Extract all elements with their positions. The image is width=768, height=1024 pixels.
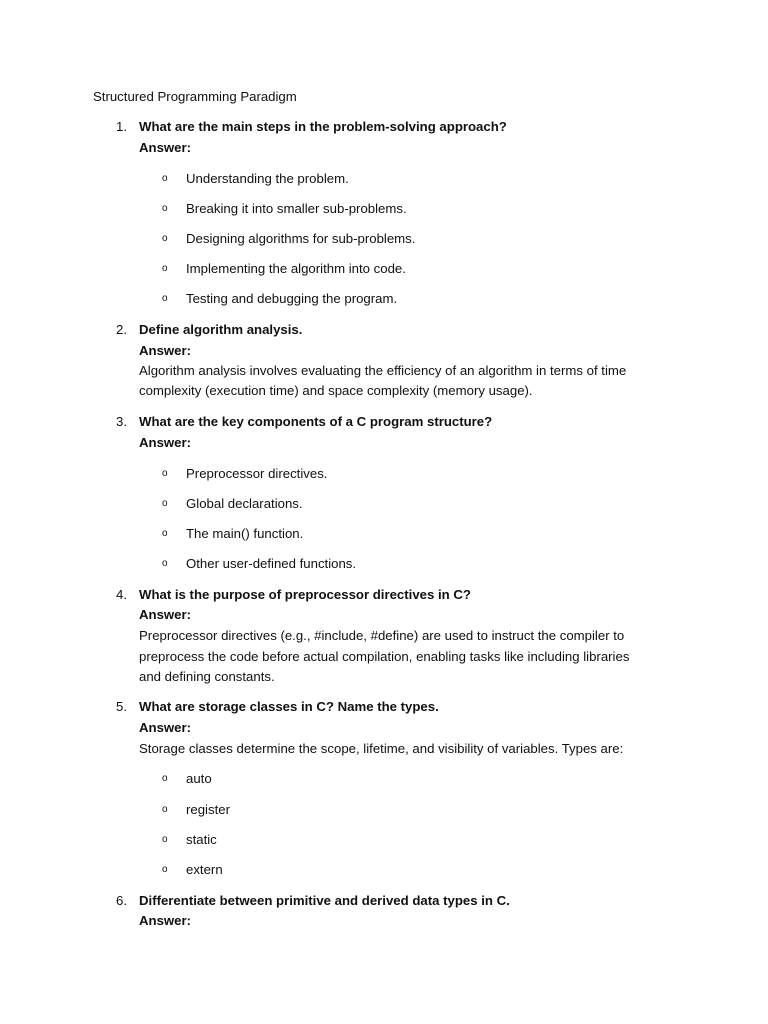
document-title: Structured Programming Paradigm	[93, 89, 297, 104]
q3-bullet-3: The main() function.	[186, 526, 304, 541]
q2-answer-line-2: complexity (execution time) and space complexity (memory usage).	[139, 383, 533, 398]
q3-bullet-2: Global declarations.	[186, 496, 303, 511]
q1-bullet-4: Implementing the algorithm into code.	[186, 261, 406, 276]
question-1-number: 1.	[116, 119, 127, 134]
q5-bullet-3: static	[186, 832, 217, 847]
question-1-answer-label: Answer:	[139, 140, 192, 155]
bullet-icon: o	[162, 498, 168, 509]
question-3-number: 3.	[116, 414, 127, 429]
q4-answer-line-2: preprocess the code before actual compilation, enabling tasks like including libraries	[139, 649, 630, 664]
bullet-icon: o	[162, 834, 168, 845]
q5-bullet-4: extern	[186, 862, 223, 877]
q5-bullet-1: auto	[186, 771, 212, 786]
bullet-icon: o	[162, 293, 168, 304]
question-6-number: 6.	[116, 893, 127, 908]
bullet-icon: o	[162, 804, 168, 815]
q2-answer-line-1: Algorithm analysis involves evaluating the efficiency of an algorithm in terms of time	[139, 363, 627, 378]
bullet-icon: o	[162, 528, 168, 539]
question-4-text: What is the purpose of preprocessor directives in C?	[139, 587, 471, 602]
question-4-answer-label: Answer:	[139, 607, 192, 622]
question-6-answer-label: Answer:	[139, 913, 192, 928]
question-4-number: 4.	[116, 587, 127, 602]
question-2-answer-label: Answer:	[139, 343, 192, 358]
question-5-text: What are storage classes in C? Name the types.	[139, 699, 439, 714]
q3-bullet-1: Preprocessor directives.	[186, 466, 328, 481]
question-3-text: What are the key components of a C program structure?	[139, 414, 493, 429]
bullet-icon: o	[162, 173, 168, 184]
question-6-text: Differentiate between primitive and derived data types in C.	[139, 893, 510, 908]
q4-answer-line-3: and defining constants.	[139, 669, 275, 684]
bullet-icon: o	[162, 773, 168, 784]
q1-bullet-5: Testing and debugging the program.	[186, 291, 398, 306]
q1-bullet-1: Understanding the problem.	[186, 171, 349, 186]
bullet-icon: o	[162, 263, 168, 274]
q5-answer-line-1: Storage classes determine the scope, lifetime, and visibility of variables. Types are:	[139, 741, 624, 756]
bullet-icon: o	[162, 864, 168, 875]
q3-bullet-4: Other user-defined functions.	[186, 556, 357, 571]
bullet-icon: o	[162, 203, 168, 214]
q4-answer-line-1: Preprocessor directives (e.g., #include, #define) are used to instruct the compiler to	[139, 628, 625, 643]
bullet-icon: o	[162, 558, 168, 569]
q1-bullet-3: Designing algorithms for sub-problems.	[186, 231, 416, 246]
q1-bullet-2: Breaking it into smaller sub-problems.	[186, 201, 407, 216]
bullet-icon: o	[162, 233, 168, 244]
question-3-answer-label: Answer:	[139, 435, 192, 450]
question-5-answer-label: Answer:	[139, 720, 192, 735]
question-2-number: 2.	[116, 322, 127, 337]
question-2-text: Define algorithm analysis.	[139, 322, 303, 337]
bullet-icon: o	[162, 468, 168, 479]
question-5-number: 5.	[116, 699, 127, 714]
q5-bullet-2: register	[186, 802, 230, 817]
question-1-text: What are the main steps in the problem-solving approach?	[139, 119, 507, 134]
